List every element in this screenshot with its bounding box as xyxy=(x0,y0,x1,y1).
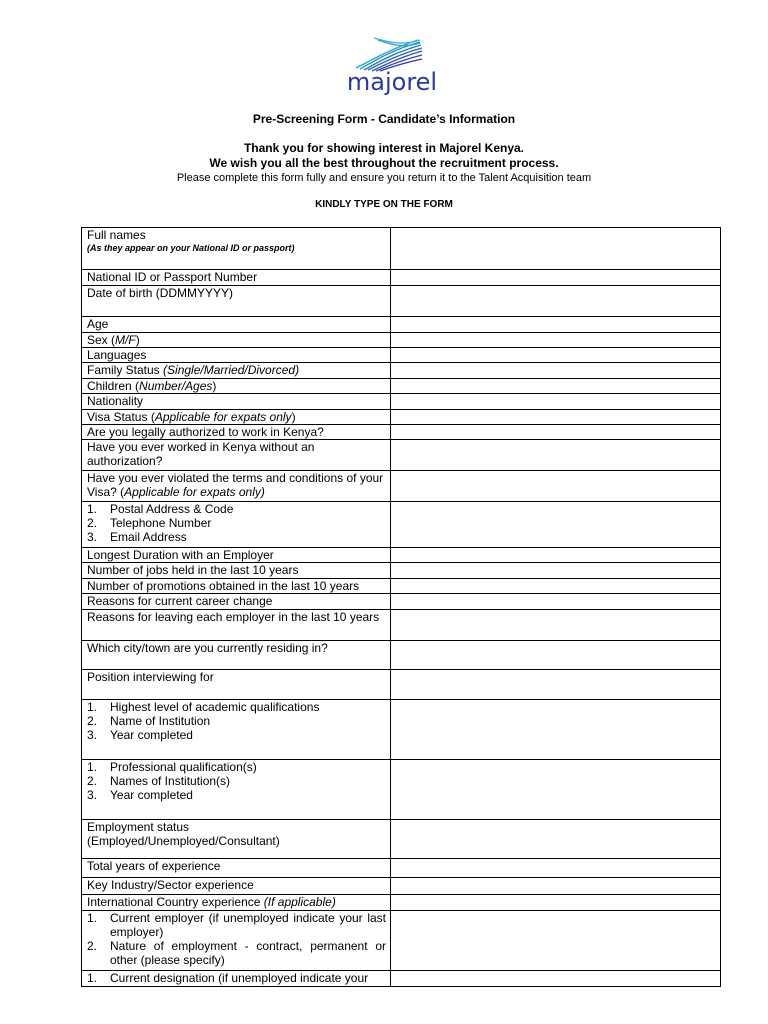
nationality-input[interactable] xyxy=(391,394,721,410)
total-years-label: Total years of experience xyxy=(82,859,391,878)
candidate-info-table xyxy=(81,227,721,987)
intl-experience-label xyxy=(82,895,391,911)
employment-status-text: Employment status xyxy=(87,820,190,834)
career-change-label: Reasons for current career change xyxy=(82,594,391,610)
table-row xyxy=(82,579,721,594)
dob-label: Date of birth (DDMMYYYY) xyxy=(82,286,391,317)
employment-status-label xyxy=(82,820,391,859)
sex-label-text: Sex ( xyxy=(87,333,116,347)
list-item: 2. Nature of employment - contract, permanent or other (please specify) xyxy=(87,939,386,967)
visa-status-label xyxy=(82,410,391,425)
intl-note: (If applicable) xyxy=(263,895,336,909)
sex-options: M/F xyxy=(115,333,136,347)
table-row xyxy=(82,563,721,579)
visa-violation-label xyxy=(82,471,391,502)
list-item: 1. Postal Address & Code xyxy=(87,502,234,516)
languages-input[interactable] xyxy=(391,348,721,363)
list-item: 3. Year completed xyxy=(87,788,193,802)
academic-label xyxy=(82,700,391,760)
children-input[interactable] xyxy=(391,379,721,394)
visa-status-input[interactable] xyxy=(391,410,721,425)
total-years-input[interactable] xyxy=(391,859,721,878)
leaving-reasons-input[interactable] xyxy=(391,610,721,641)
table-row xyxy=(82,317,721,333)
list-item: 1. Highest level of academic qualifications xyxy=(87,700,320,714)
list-item: 1. Current employer (if unemployed indicate your last employer) xyxy=(87,911,386,939)
contact-input[interactable] xyxy=(391,502,721,548)
professional-input[interactable] xyxy=(391,760,721,820)
family-status-input[interactable] xyxy=(391,363,721,379)
longest-duration-label: Longest Duration with an Employer xyxy=(82,548,391,563)
logo-wordmark: majorel xyxy=(346,68,438,96)
kindly-type-notice: KINDLY TYPE ON THE FORM xyxy=(315,199,453,210)
legally-authorized-label: Are you legally authorized to work in Kenya? xyxy=(82,425,391,440)
wave-logo-icon xyxy=(354,36,424,72)
promotions-input[interactable] xyxy=(391,579,721,594)
visa-label-close: ) xyxy=(291,410,296,424)
employment-status-options: (Employed/Unemployed/Consultant) xyxy=(87,834,280,848)
table-row xyxy=(82,971,721,987)
academic-input[interactable] xyxy=(391,700,721,760)
form-title: Pre-Screening Form - Candidate’s Information xyxy=(252,112,516,126)
jobs-held-input[interactable] xyxy=(391,563,721,579)
employer-input[interactable] xyxy=(391,911,721,971)
table-row xyxy=(82,363,721,379)
table-row xyxy=(82,859,721,878)
designation-input[interactable] xyxy=(391,971,721,987)
thanks-line-2: We wish you all the best throughout the recruitment process. xyxy=(209,156,559,170)
table-row xyxy=(82,670,721,700)
legally-authorized-input[interactable] xyxy=(391,425,721,440)
table-row xyxy=(82,641,721,670)
family-options: (Single/Married/Divorced) xyxy=(163,363,300,377)
jobs-held-label: Number of jobs held in the last 10 years xyxy=(82,563,391,579)
leaving-reasons-label: Reasons for leaving each employer in the last 10 years xyxy=(82,610,391,641)
family-status-label xyxy=(82,363,391,379)
instruction-line: Please complete this form fully and ensure you return it to the Talent Acquisition team xyxy=(176,172,592,184)
family-label-text: Family Status xyxy=(87,363,164,377)
violation-note: Applicable for expats only) xyxy=(124,485,265,499)
visa-violation-input[interactable] xyxy=(391,471,721,502)
table-row xyxy=(82,594,721,610)
list-item: 2. Telephone Number xyxy=(87,516,212,530)
list-item: 3. Year completed xyxy=(87,728,193,742)
professional-label xyxy=(82,760,391,820)
designation-label xyxy=(82,971,391,987)
table-row xyxy=(82,410,721,425)
violation-label-text: Have you ever violated the terms and conditions of your Visa? ( xyxy=(87,471,384,499)
national-id-label: National ID or Passport Number xyxy=(82,270,391,286)
table-row xyxy=(82,425,721,440)
table-row xyxy=(82,348,721,363)
key-industry-label: Key Industry/Sector experience xyxy=(82,878,391,895)
nationality-label: Nationality xyxy=(82,394,391,410)
city-label: Which city/town are you currently residing in? xyxy=(82,641,391,670)
intl-experience-input[interactable] xyxy=(391,895,721,911)
visa-note: Applicable for expats only xyxy=(154,410,292,424)
list-item: 1. Current designation (if unemployed indicate your xyxy=(87,971,369,985)
worked-without-auth-input[interactable] xyxy=(391,440,721,471)
sex-label xyxy=(82,333,391,348)
promotions-label: Number of promotions obtained in the last 10 years xyxy=(82,579,391,594)
employment-status-input[interactable] xyxy=(391,820,721,859)
full-names-note: (As they appear on your National ID or passport) xyxy=(87,243,295,253)
contact-list xyxy=(87,502,386,544)
languages-label: Languages xyxy=(82,348,391,363)
children-options: Number/Ages xyxy=(139,379,213,393)
table-row xyxy=(82,394,721,410)
table-row xyxy=(82,286,721,317)
table-row xyxy=(82,502,721,548)
sex-input[interactable] xyxy=(391,333,721,348)
majorel-logo xyxy=(336,36,446,96)
dob-input[interactable] xyxy=(391,286,721,317)
list-item: 3. Email Address xyxy=(87,530,187,544)
children-label-close: ) xyxy=(212,379,217,393)
age-input[interactable] xyxy=(391,317,721,333)
sex-label-close: ) xyxy=(135,333,140,347)
full-names-input[interactable] xyxy=(391,228,721,270)
longest-duration-input[interactable] xyxy=(391,548,721,563)
visa-label-text: Visa Status ( xyxy=(87,410,155,424)
professional-list xyxy=(87,760,386,802)
table-row xyxy=(82,228,721,270)
national-id-input[interactable] xyxy=(391,270,721,286)
table-row xyxy=(82,440,721,471)
table-row xyxy=(82,911,721,971)
list-item: 1. Professional qualification(s) xyxy=(87,760,257,774)
worked-without-auth-label: Have you ever worked in Kenya without an authorization? xyxy=(82,440,391,471)
table-row xyxy=(82,471,721,502)
children-label-text: Children ( xyxy=(87,379,140,393)
designation-list xyxy=(87,971,386,985)
contact-label xyxy=(82,502,391,548)
children-label xyxy=(82,379,391,394)
table-row xyxy=(82,700,721,760)
academic-list xyxy=(87,700,386,742)
employer-label xyxy=(82,911,391,971)
table-row xyxy=(82,548,721,563)
employer-list xyxy=(87,911,386,967)
label-cell xyxy=(82,228,391,270)
table-row xyxy=(82,760,721,820)
intl-label-text: International Country experience xyxy=(87,895,264,909)
key-industry-input[interactable] xyxy=(391,878,721,895)
table-row xyxy=(82,610,721,641)
table-row xyxy=(82,333,721,348)
table-row xyxy=(82,379,721,394)
table-row xyxy=(82,270,721,286)
full-names-label: Full names xyxy=(87,228,146,242)
list-item: 2. Name of Institution xyxy=(87,714,211,728)
position-input[interactable] xyxy=(391,670,721,700)
table-row xyxy=(82,878,721,895)
career-change-input[interactable] xyxy=(391,594,721,610)
table-row xyxy=(82,820,721,859)
thanks-line-1: Thank you for showing interest in Majorel Kenya. xyxy=(243,141,525,155)
city-input[interactable] xyxy=(391,641,721,670)
age-label: Age xyxy=(82,317,391,333)
table-row xyxy=(82,895,721,911)
position-label: Position interviewing for xyxy=(82,670,391,700)
list-item: 2. Names of Institution(s) xyxy=(87,774,231,788)
